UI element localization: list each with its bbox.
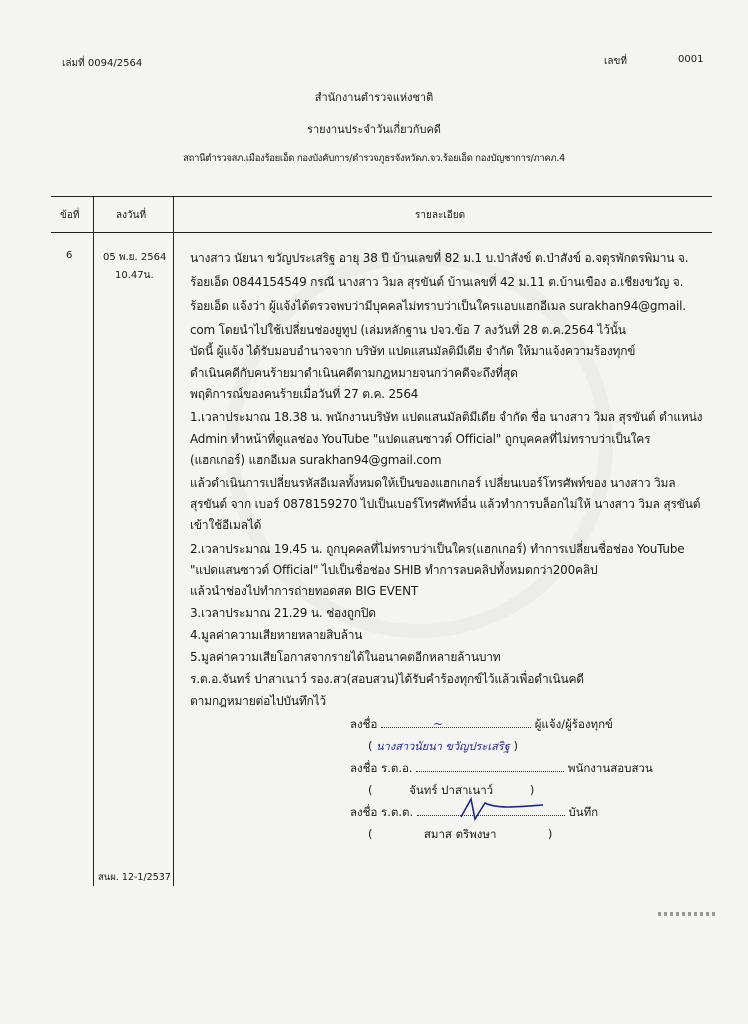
detail-line: แล้วนำช่องไปทำการถ่ายทอดสด BIG EVENT xyxy=(190,584,418,598)
detail-line: ร้อยเอ็ด แจ้งว่า ผู้แจ้งได้ตรวจพบว่ามีบุคคลไม่ทราบว่าเป็นใครแอบแฮกอีเมล surakhan94@gmail. xyxy=(190,299,686,313)
agency-title: สำนักงานตำรวจแห่งชาติ xyxy=(314,91,434,104)
col-header-no: ข้อที่ xyxy=(60,210,80,221)
sign-label: ลงชื่อ xyxy=(350,717,378,731)
form-code: สนผ. 12-1/2537 xyxy=(98,872,171,883)
number-label: เลขที่ xyxy=(604,56,627,67)
recorder-signature-row xyxy=(350,804,598,822)
detail-line: "แปดแสนซาวด์ Official" ไปเป็นชื่อช่อง SHIB ทำการลบคลิปทั้งหมดกว่า200คลิป xyxy=(190,563,598,577)
detail-line: 2.เวลาประมาณ 19.45 น. ถูกบุคคลที่ไม่ทราบว่าเป็นใคร(แฮกเกอร์) ทำการเปลี่ยนชื่อช่อง YouTube xyxy=(190,542,685,556)
detail-line: com โดยนำไปใช้เปลี่ยนช่องยูทูป (เล่มหลักฐาน ปจว.ข้อ 7 ลงวันที่ 28 ต.ค.2564 ไว้นั้น xyxy=(190,323,626,337)
book-number: เล่มที่ 0094/2564 xyxy=(62,58,143,69)
col-header-date: ลงวันที่ xyxy=(116,210,147,221)
signature-line xyxy=(417,815,565,816)
detail-line: 5.มูลค่าความเสียโอกาสจากรายได้ในอนาคตอีกหลายล้านบาท xyxy=(190,650,501,664)
station-line: สถานีตำรวจสภ.เมืองร้อยเอ็ด กองบังคับการ/ตำรวจภูธรจังหวัดภ.จว.ร้อยเอ็ด กองบัญชาการ/ภาคภ.4 xyxy=(183,153,565,164)
detail-line: 1.เวลาประมาณ 18.38 น. พนักงานบริษัท แปดแสนมัลติมีเดีย จำกัด ชื่อ นางสาว วิมล สุรขันต์ ตำแหน่ง xyxy=(190,410,703,424)
complainant-name-row: ( นางสาวนัยนา ขวัญประเสริฐ ) xyxy=(368,739,518,753)
entry-time: 10.47น. xyxy=(115,270,154,281)
detail-line: ตามกฎหมายต่อไปบันทึกไว้ xyxy=(190,694,326,708)
signature-line xyxy=(416,771,564,772)
table-header-border xyxy=(51,232,712,233)
signature-line xyxy=(381,717,531,731)
detail-line: 4.มูลค่าความเสียหายหลายสิบล้าน xyxy=(190,628,363,642)
detail-line: 3.เวลาประมาณ 21.29 น. ช่องถูกปิด xyxy=(190,606,376,620)
investigator-name-row: ( จันทร์ ปาสาเนาว์ ) xyxy=(368,782,534,800)
detail-line: ร้อยเอ็ด 0844154549 กรณี นางสาว วิมล สุรขันต์ บ้านเลขที่ 42 ม.11 ต.บ้านเขือง อ.เชียงขวัญ จ. xyxy=(190,275,684,289)
investigator-name: จันทร์ ปาสาเนาว์ xyxy=(409,783,494,797)
table-top-border xyxy=(51,196,712,197)
investigator-signature-row xyxy=(350,760,653,778)
detail-line: ร.ต.อ.จันทร์ ปาสาเนาว์ รอง.สว(สอบสวน)ได้รับคำร้องทุกข์ไว้แล้วเพื่อดำเนินคดี xyxy=(190,672,584,686)
handwritten-signature: ~ xyxy=(433,717,444,731)
report-title: รายงานประจำวันเกี่ยวกับคดี xyxy=(307,123,441,136)
column-divider-1 xyxy=(93,196,94,886)
recorder-role: บันทึก xyxy=(568,805,599,819)
detail-line: เข้าใช้อีเมลได้ xyxy=(190,518,262,532)
investigator-role: พนักงานสอบสวน xyxy=(567,761,653,775)
detail-line: สุรขันต์ จาก เบอร์ 0878159270 ไปเป็นเบอร์โทรศัพท์อื่น แล้วทำการบล็อกไม่ให้ นางสาว วิมล สุรขันต์ xyxy=(190,497,701,511)
recorder-prefix: ลงชื่อ ร.ต.ต. xyxy=(350,805,414,819)
investigator-prefix: ลงชื่อ ร.ต.อ. xyxy=(350,761,413,775)
col-header-detail: รายละเอียด xyxy=(415,210,466,221)
number-value: 0001 xyxy=(678,54,704,65)
scan-artifact xyxy=(658,912,718,916)
entry-number: 6 xyxy=(66,250,73,261)
entry-date: 05 พ.ย. 2564 xyxy=(103,252,167,263)
recorder-name: สมาส ตริพงษา xyxy=(423,827,497,841)
detail-line: (แฮกเกอร์) แฮกอีเมล surakhan94@gmail.com xyxy=(190,453,442,467)
detail-line: Admin ทำหน้าที่ดูแลช่อง YouTube "แปดแสนซาวด์ Official" ถูกบุคคลที่ไม่ทราบว่าเป็นใคร xyxy=(190,432,651,446)
handwritten-signature xyxy=(457,795,547,823)
column-divider-2 xyxy=(173,196,174,886)
detail-line: บัดนี้ ผู้แจ้ง ได้รับมอบอำนาจจาก บริษัท แปดแสนมัลติมีเดีย จำกัด ให้มาแจ้งความร้องทุกข์ xyxy=(190,344,636,358)
detail-line: ดำเนินคดีกับคนร้ายมาดำเนินคดีตามกฎหมายจนกว่าคดีจะถึงที่สุด xyxy=(190,366,518,380)
complainant-handwritten-name: นางสาวนัยนา ขวัญประเสริฐ xyxy=(376,740,510,753)
detail-line: พฤติการณ์ของคนร้ายเมื่อวันที่ 27 ต.ค. 2564 xyxy=(190,387,419,401)
detail-line: แล้วดำเนินการเปลี่ยนรหัสอีเมลทั้งหมดให้เป็นของแฮกเกอร์ เปลี่ยนเบอร์โทรศัพท์ของ นางสาว วิมล xyxy=(190,476,676,490)
recorder-name-row: ( สมาส ตริพงษา ) xyxy=(368,826,552,844)
complainant-signature-row xyxy=(350,716,613,734)
detail-line: นางสาว นัยนา ขวัญประเสริฐ อายุ 38 ปี บ้านเลขที่ 82 ม.1 บ.ป่าสังข์ ต.ป่าสังข์ อ.จตุรพักตรพิมาน จ. xyxy=(190,251,689,265)
complainant-role: ผู้แจ้ง/ผู้ร้องทุกข์ xyxy=(534,717,613,731)
